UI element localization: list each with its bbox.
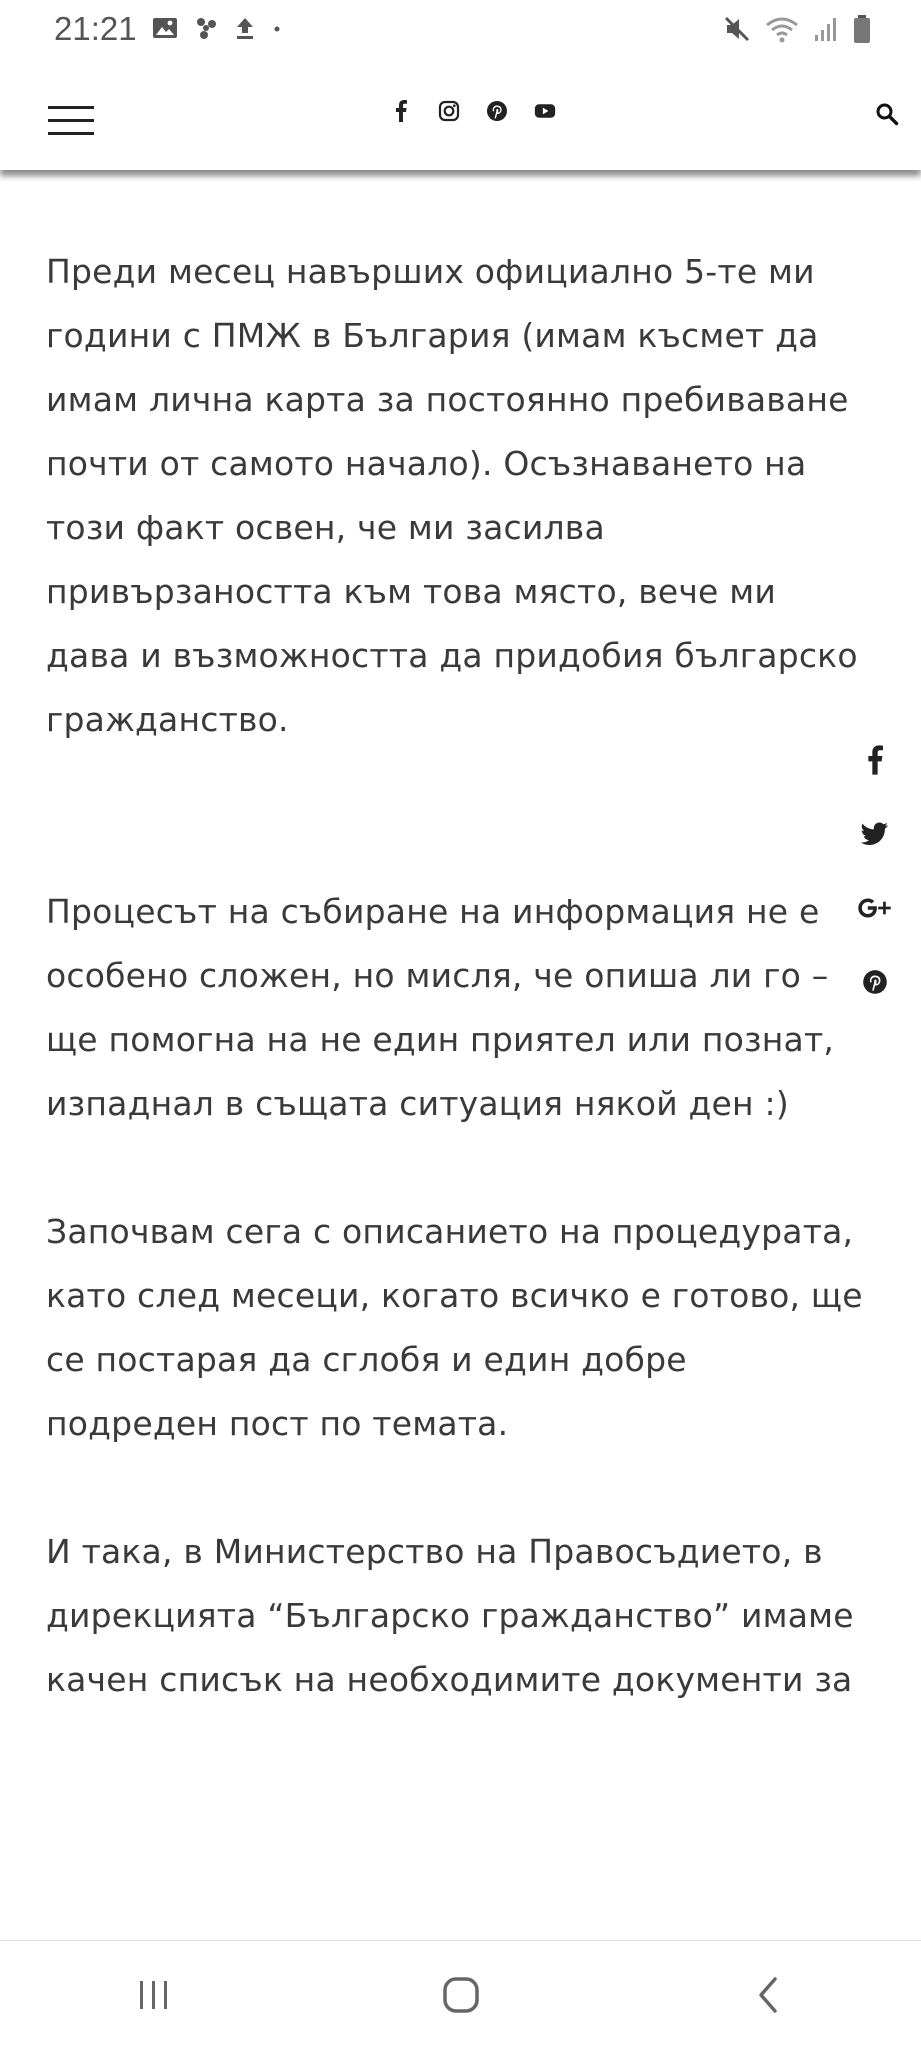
site-header [0, 62, 921, 170]
image-icon [152, 16, 178, 44]
upload-icon [234, 16, 256, 44]
status-time: 21:21 [54, 10, 137, 47]
facebook-share-icon[interactable] [857, 742, 893, 778]
status-bar [0, 0, 921, 62]
youtube-icon[interactable] [534, 100, 556, 122]
pinterest-share-icon[interactable] [857, 964, 893, 1000]
recent-apps-icon[interactable] [124, 1965, 184, 2025]
article-paragraph: И така, в Министерство на Правосъдието, в дирекцията “Българско гражданство” имаме качен списък на необходимите документи за [46, 1532, 854, 1699]
mute-icon [723, 15, 751, 47]
home-icon[interactable] [431, 1965, 491, 2025]
wifi-icon [765, 15, 799, 47]
google-plus-share-icon[interactable] [857, 890, 893, 926]
back-icon[interactable] [738, 1965, 798, 2025]
article-paragraph: Започвам сега с описанието на процедурата, като след месеци, когато всичко е готово, ще се постарая да сглобя и един добре подреден пост по темата. [46, 1212, 863, 1443]
article-paragraph: Преди месец навърших официално 5-те ми години с ПМЖ в България (имам късмет да имам лична карта за постоянно пребиваване почти от самото начало). Осъзнаването на този факт освен, че ми засилва привързаността към това място, вече ми дава и възможността да придобия българско гражданство. [46, 252, 858, 739]
fan-icon [194, 16, 218, 44]
battery-icon [853, 14, 871, 48]
header-social-links [390, 100, 556, 122]
hamburger-menu-icon[interactable] [48, 106, 94, 138]
article-paragraph: Процесът на събиране на информация не е особено сложен, но мисля, че опиша ли го – ще помогна на не един приятел или познат, изпаднал в същата ситуация някой ден :) [46, 892, 835, 1123]
floating-share-bar [845, 742, 905, 1000]
signal-icon [813, 15, 839, 47]
system-navigation-bar [0, 1940, 921, 2049]
status-left-icons [152, 16, 282, 44]
status-right-icons [723, 14, 871, 48]
article-body [46, 240, 866, 1712]
twitter-share-icon[interactable] [857, 816, 893, 852]
instagram-icon[interactable] [438, 100, 460, 122]
search-icon[interactable] [875, 102, 899, 126]
pinterest-icon[interactable] [486, 100, 508, 122]
facebook-icon[interactable] [390, 100, 412, 122]
dot-icon [272, 16, 282, 44]
